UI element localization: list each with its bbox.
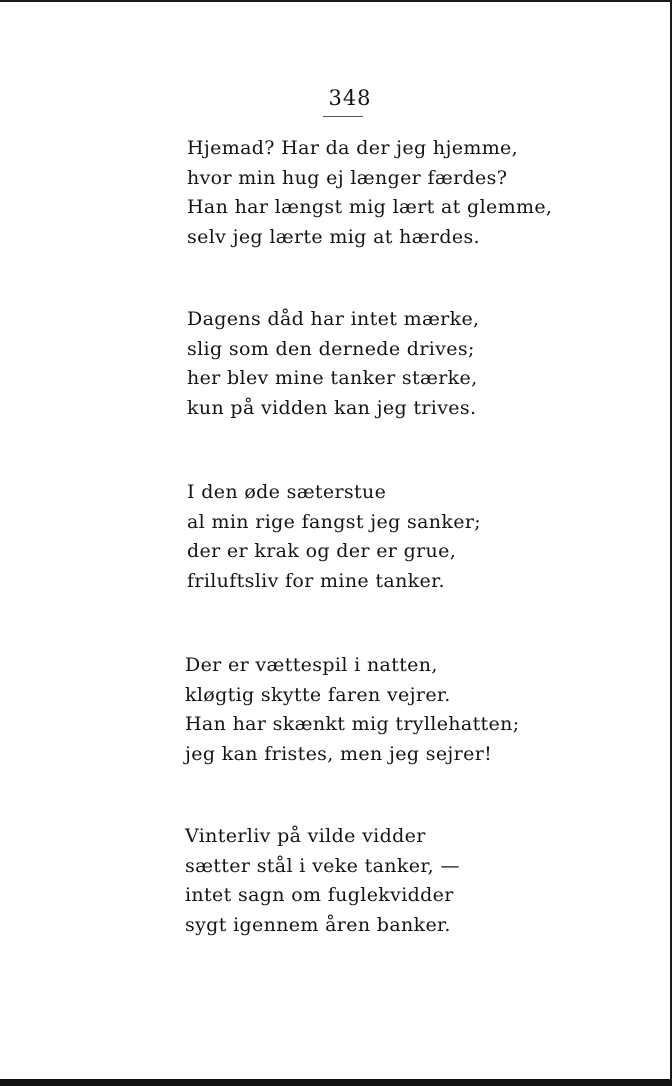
- verse-line: der er krak og der er grue,: [187, 540, 457, 562]
- stanza-5: [185, 822, 460, 940]
- stanza-2: [187, 305, 479, 423]
- verse-line: al min rige fangst jeg sanker;: [187, 510, 481, 533]
- verse-line: Vinterliv på vilde vidder: [185, 825, 426, 847]
- page-number: 348: [328, 86, 372, 110]
- stanza-1: [187, 134, 552, 252]
- verse-line: kun på vidden kan jeg trives.: [187, 396, 477, 419]
- verse-line: kløgtig skytte faren vejrer.: [185, 683, 451, 706]
- verse-line: intet sagn om fuglekvidder: [185, 884, 454, 906]
- page-number-underline: [323, 116, 363, 117]
- verse-line: her blev mine tanker stærke,: [187, 367, 478, 389]
- stanza-3: [187, 478, 481, 596]
- verse-line: jeg kan fristes, men jeg sejrer!: [185, 742, 493, 765]
- verse-line: Han har længst mig lært at glemme,: [187, 196, 553, 218]
- verse-line: sygt igennem åren banker.: [185, 913, 451, 936]
- verse-line: I den øde sæterstue: [187, 481, 387, 503]
- page-bottom-edge: [0, 1079, 672, 1086]
- verse-line: hvor min hug ej længer færdes?: [187, 166, 508, 189]
- stanza-4: [185, 651, 519, 769]
- verse-line: slig som den dernede drives;: [187, 337, 475, 360]
- verse-line: Hjemad? Har da der jeg hjemme,: [187, 137, 519, 159]
- verse-line: Han har skænkt mig tryllehatten;: [185, 713, 520, 735]
- verse-line: Der er vættespil i natten,: [185, 654, 438, 676]
- verse-line: friluftsliv for mine tanker.: [187, 569, 445, 592]
- verse-line: sætter stål i veke tanker, —: [185, 854, 460, 877]
- verse-line: Dagens dåd har intet mærke,: [187, 308, 480, 330]
- page-top-edge: [0, 0, 672, 2]
- verse-line: selv jeg lærte mig at hærdes.: [187, 225, 480, 248]
